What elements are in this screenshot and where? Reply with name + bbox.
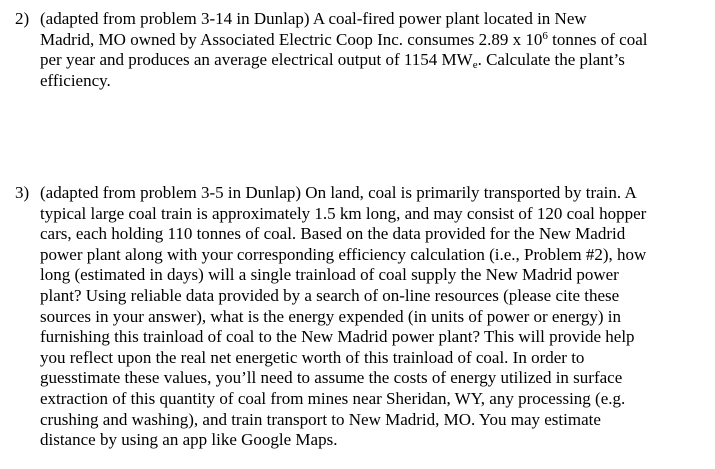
- problem-3-line: cars, each holding 110 tonnes of coal. Based on the data provided for the New Madrid: [40, 224, 626, 244]
- problem-2-line-3-rest: . Calculate the plant’s: [477, 50, 625, 70]
- problem-2-line-2: [40, 30, 705, 51]
- problem-2: [15, 9, 705, 91]
- exponent: 6: [542, 29, 548, 42]
- problem-2-line-3: [40, 50, 705, 71]
- problem-2-line-2-text: Madrid, MO owned by Associated Electric Coop Inc. consumes 2.89 x 10: [40, 29, 543, 49]
- problem-3-line: long (estimated in days) will a single trainload of coal supply the New Madrid power: [40, 265, 619, 285]
- problem-3-line: you reflect upon the real net energetic worth of this trainload of coal. In order to: [40, 347, 585, 367]
- problem-3-line: typical large coal train is approximately 1.5 km long, and may consist of 120 coal hopper: [40, 203, 647, 223]
- problem-2-line-2-rest: tonnes of coal: [547, 29, 648, 49]
- problem-3: [15, 183, 705, 451]
- problem-3-line: plant? Using reliable data provided by a search of on-line resources (please cite these: [40, 285, 620, 305]
- problem-2-line-4: efficiency.: [40, 70, 111, 90]
- problem-2-number: 2): [15, 9, 30, 28]
- problem-3-line: guesstimate these values, you’ll need to assume the costs of energy utilized in surface: [40, 368, 623, 388]
- problem-3-line: crushing and washing), and train transport to New Madrid, MO. You may estimate: [40, 409, 601, 429]
- problem-3-line: furnishing this trainload of coal to the New Madrid power plant? This will provide help: [40, 327, 635, 347]
- problem-3-text: [40, 183, 705, 451]
- problem-3-line: extraction of this quantity of coal from mines near Sheridan, WY, any processing (e.g.: [40, 388, 626, 408]
- problem-3-line: sources in your answer), what is the energy expended (in units of power or energy) in: [40, 306, 621, 326]
- subscript-e: e: [472, 59, 478, 72]
- problem-3-line: (adapted from problem 3-5 in Dunlap) On land, coal is primarily transported by train. A: [40, 183, 637, 202]
- problem-3-number: 3): [15, 183, 30, 202]
- problem-2-line-1: (adapted from problem 3-14 in Dunlap) A coal-fired power plant located in New: [40, 9, 587, 28]
- problem-2-line-3-text: per year and produces an average electrical output of 1154 MW: [40, 50, 473, 70]
- problem-3-line: power plant along with your corresponding efficiency calculation (i.e., Problem #2), how: [40, 244, 647, 264]
- problem-2-text: [40, 9, 705, 91]
- problem-3-line: distance by using an app like Google Maps.: [40, 430, 338, 450]
